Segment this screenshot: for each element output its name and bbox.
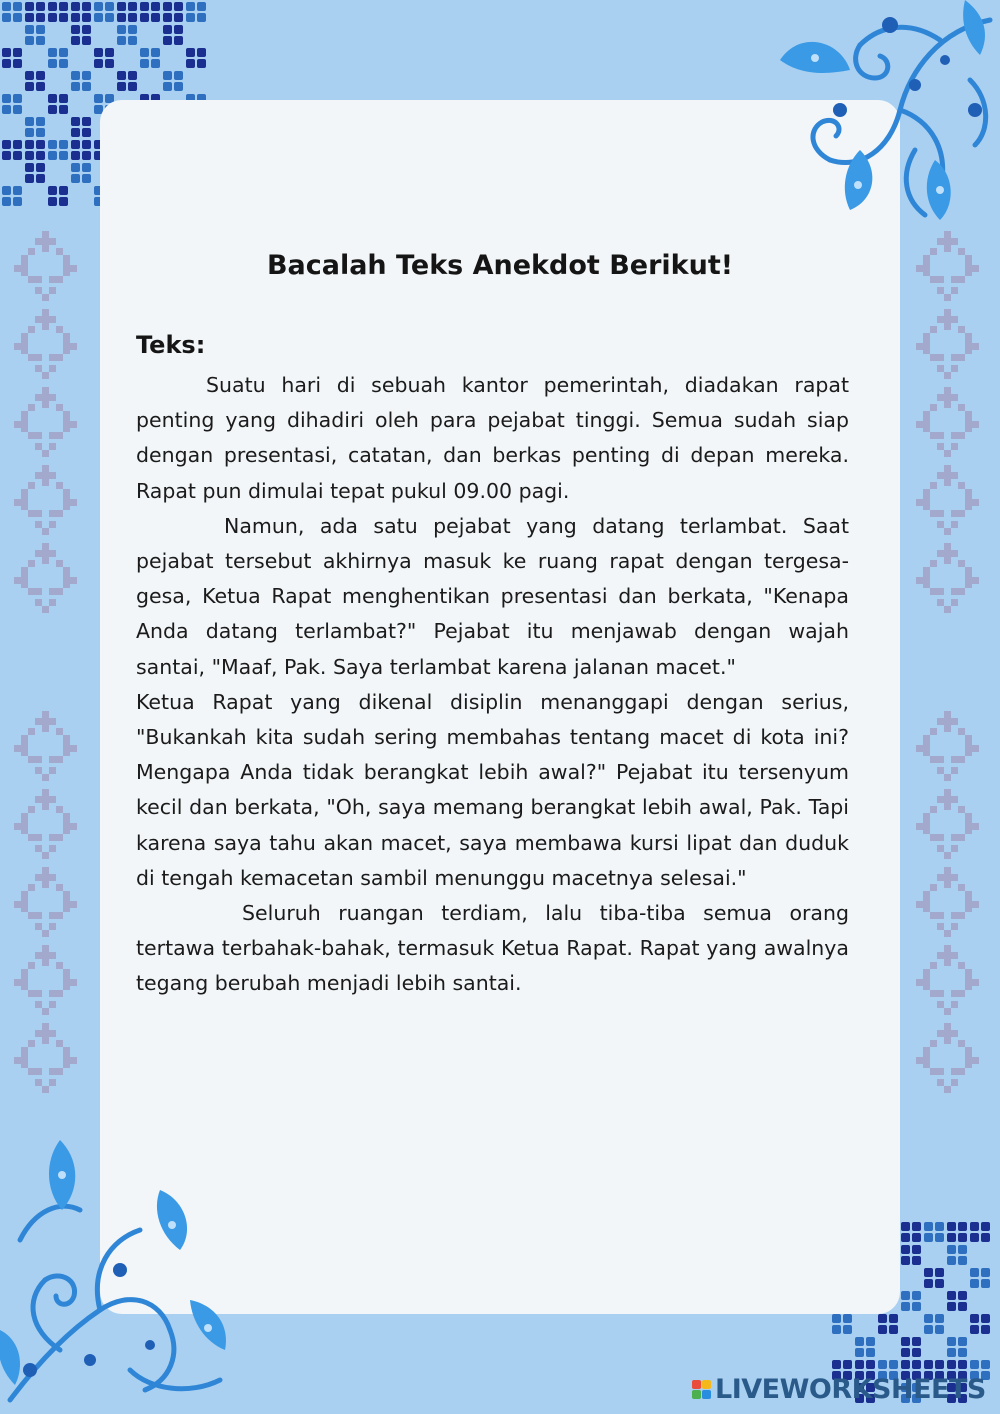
paragraph-1: Suatu hari di sebuah kantor pemerintah, diadakan rapat penting yang dihadiri oleh para pejabat tinggi. Semua sudah siap dengan presentasi, catatan, dan berkas penting di depan mereka. Rapat pun dimulai tepat pukul 09.00 pagi. xyxy=(136,373,849,503)
liveworksheets-watermark[interactable] xyxy=(692,1374,986,1404)
right-side-motif xyxy=(916,225,986,625)
right-side-motif-lower xyxy=(916,705,986,1105)
watermark-text: LIVEWORKSHEETS xyxy=(715,1373,986,1405)
worksheet-title: Bacalah Teks Anekdot Berikut! xyxy=(266,250,734,281)
paragraph-4: Seluruh ruangan terdiam, lalu tiba-tiba semua orang tertawa terbahak-bahak, termasuk Ketua Rapat. Rapat yang awalnya tegang berubah menjadi lebih santai. xyxy=(136,901,849,996)
top-right-floral-ornament xyxy=(740,0,1000,230)
left-side-motif xyxy=(14,225,84,625)
liveworksheets-logo-icon xyxy=(692,1380,711,1399)
bottom-left-floral-ornament xyxy=(0,1130,240,1414)
anecdote-text xyxy=(136,368,849,1002)
section-label-teks: Teks: xyxy=(136,331,206,359)
paragraph-2: Namun, ada satu pejabat yang datang terlambat. Saat pejabat tersebut akhirnya masuk ke ruang rapat dengan tergesa-gesa, Ketua Rapat menghentikan presentasi dan berkata, "Kenapa Anda datang terlambat?" Pejabat itu menjawab dengan wajah santai, "Maaf, Pak. Saya terlambat karena jalanan macet." xyxy=(136,513,849,679)
left-side-motif-lower xyxy=(14,705,84,1105)
paragraph-3: Ketua Rapat yang dikenal disiplin menanggapi dengan serius, "Bukankah kita sudah sering membahas tentang macet di kota ini? Mengapa Anda tidak berangkat lebih awal?" Pejabat itu tersenyum kecil dan berkata, "Oh, saya memang berangkat lebih awal, Pak. Tapi karena saya tahu akan macet, saya membawa kursi lipat dan duduk di tengah kemacetan sambil menunggu macetnya selesai." xyxy=(136,689,849,890)
